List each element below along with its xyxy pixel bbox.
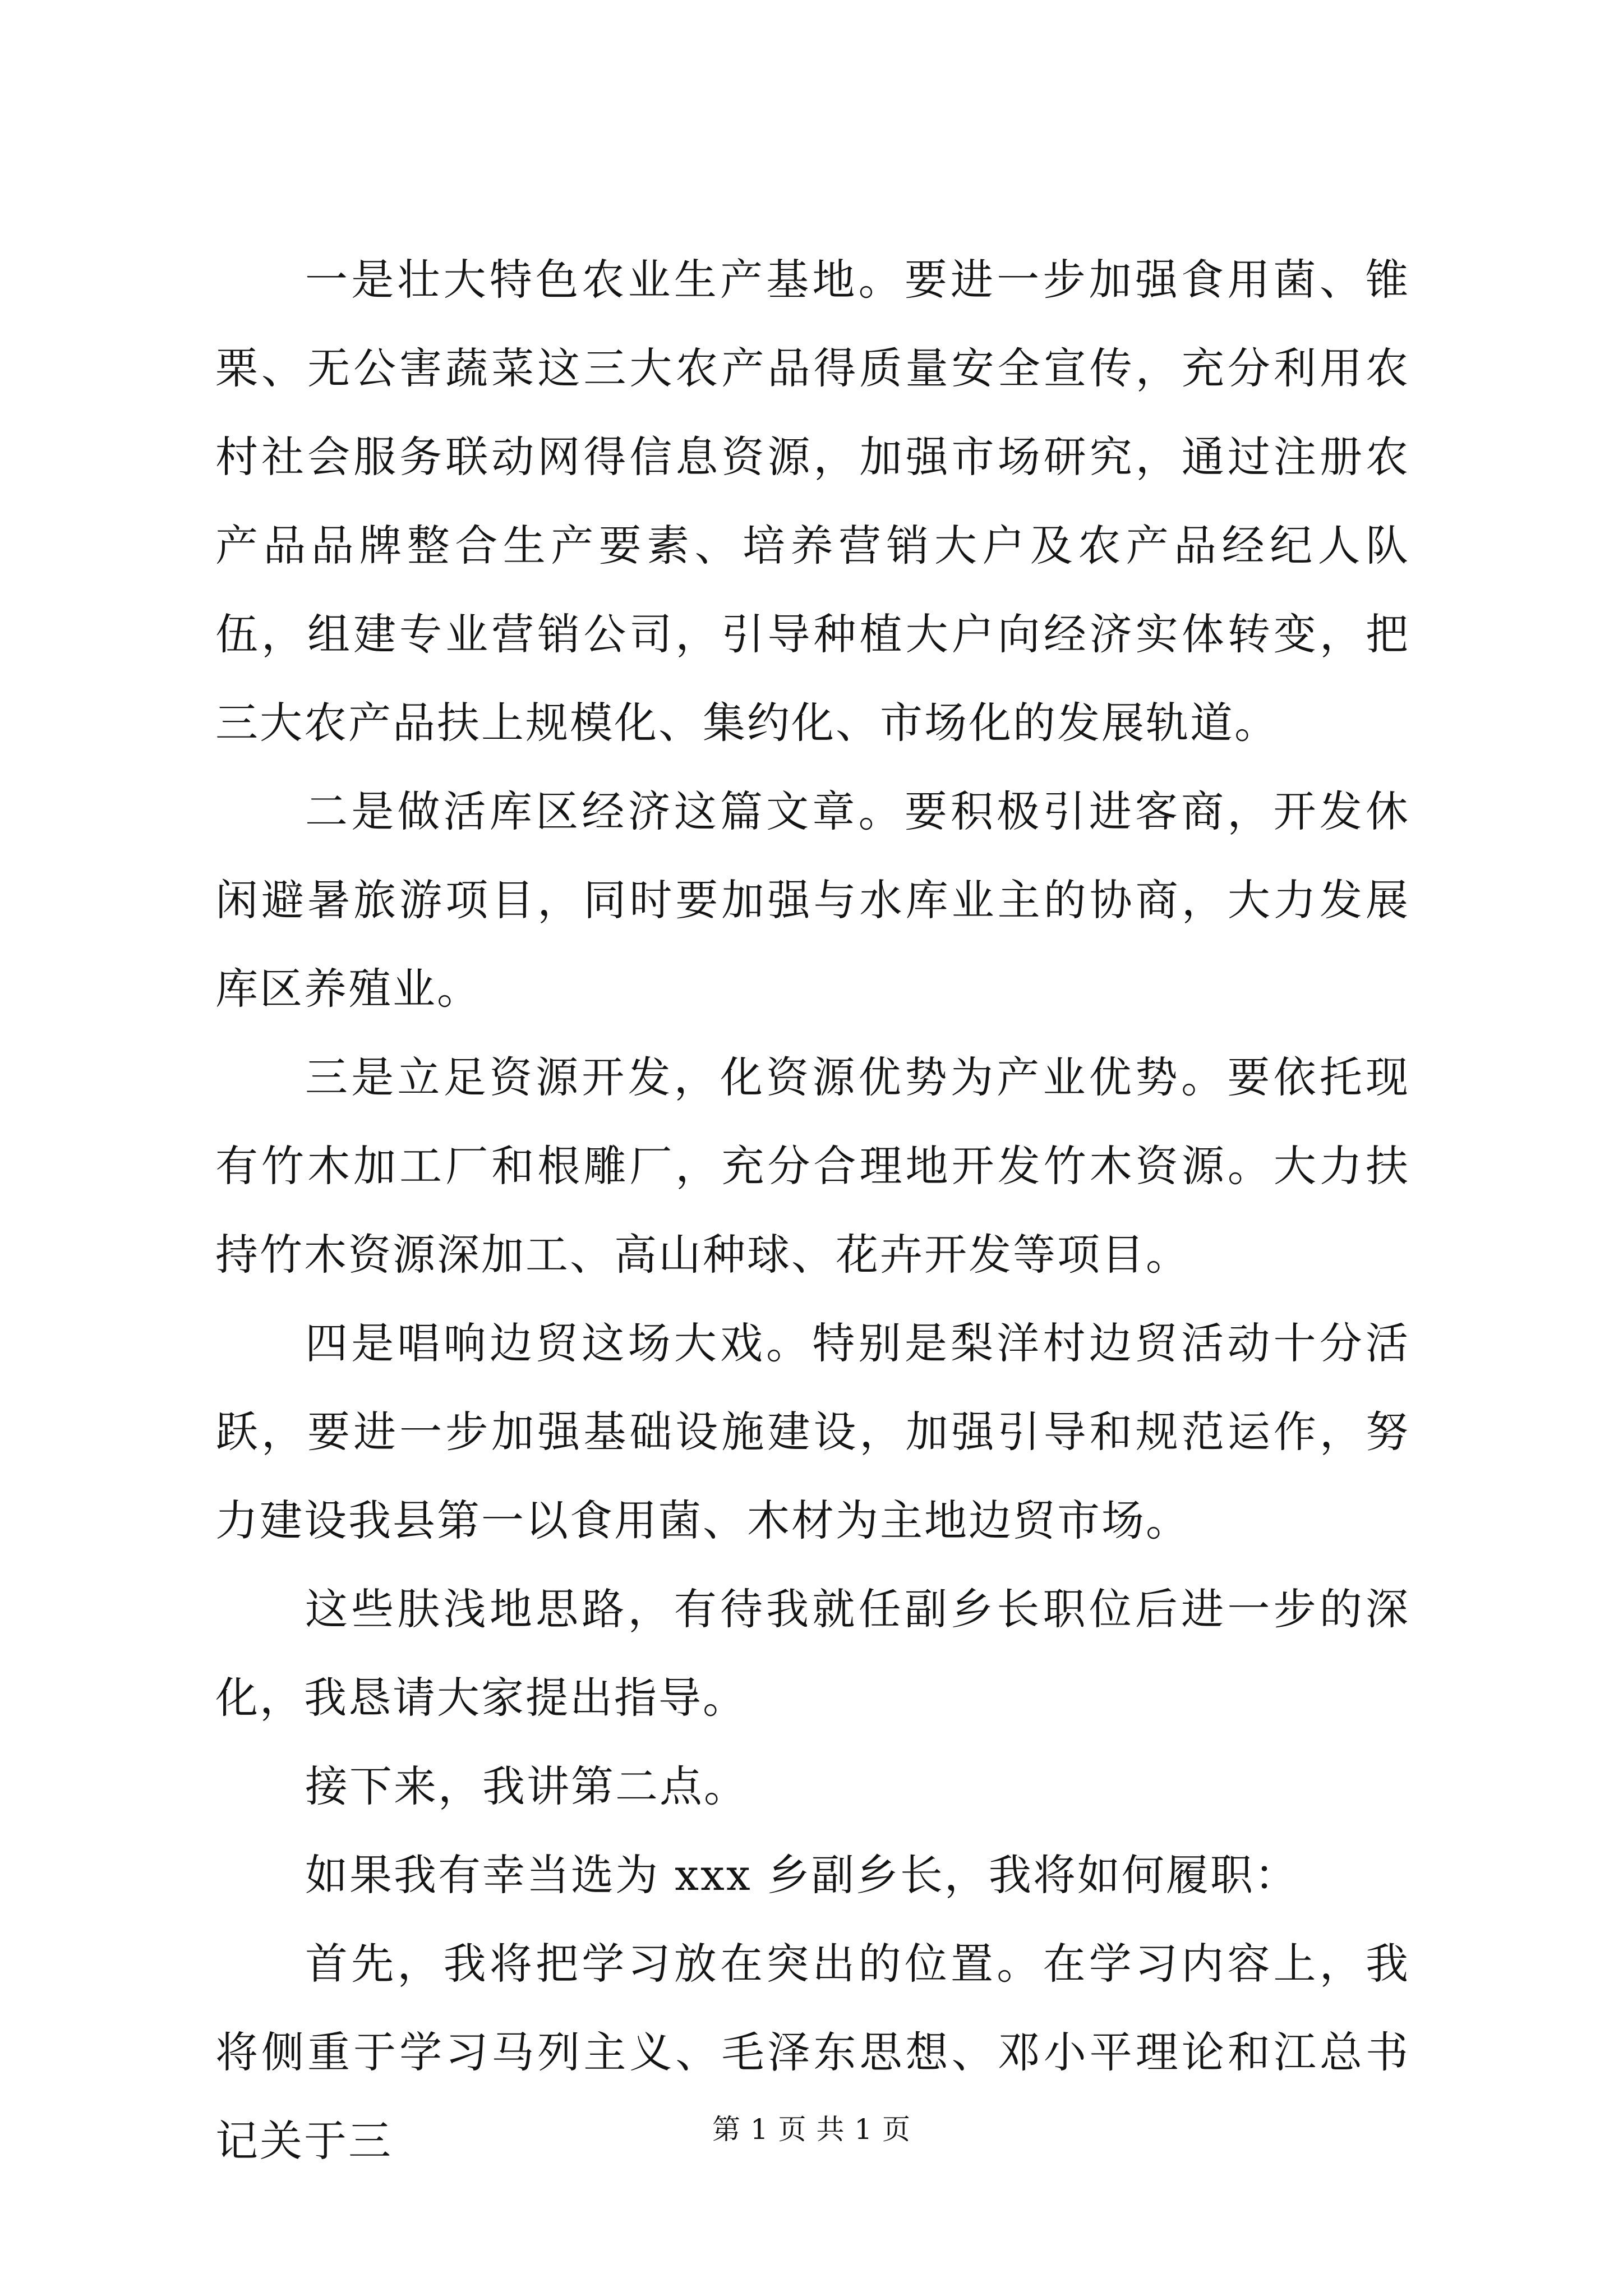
paragraph-7: 如果我有幸当选为 xxx 乡副乡长，我将如何履职： (305, 1850, 1299, 1900)
page-footer: 第 1 页 共 1 页 (712, 2113, 911, 2146)
paragraph-1: 一是壮大特色农业生产基地。要进一步加强食用菌、锥栗、无公害蔬菜这三大农产品得质量安全宣传，充分利用农村社会服务联动网得信息资源，加强市场研究，通过注册农产品品牌整合生产要素、培养营销大户及农产品经纪人队伍，组建专业营销公司，引导种植大户向经济实体转变，把三大农产品扶上规模化、集约化、市场化的发展轨道。 (215, 255, 1410, 748)
paragraph-4: 四是唱响边贸这场大戏。特别是梨洋村边贸活动十分活跃，要进一步加强基础设施建设，加强引导和规范运作，努力建设我县第一以食用菌、木材为主地边贸市场。 (215, 1318, 1410, 1545)
paragraph-8: 首先，我将把学习放在突出的位置。在学习内容上，我将侧重于学习马列主义、毛泽东思想、邓小平理论和江总书记关于三 (215, 1939, 1410, 2166)
paragraph-6: 接下来，我讲第二点。 (305, 1761, 748, 1811)
paragraph-3: 三是立足资源开发，化资源优势为产业优势。要依托现有竹木加工厂和根雕厂，充分合理地开发竹木资源。大力扶持竹木资源深加工、高山种球、花卉开发等项目。 (215, 1052, 1410, 1280)
paragraph-5: 这些肤浅地思路，有待我就任副乡长职位后进一步的深化，我恳请大家提出指导。 (215, 1584, 1410, 1723)
document-body (215, 236, 1410, 2185)
paragraph-2: 二是做活库区经济这篇文章。要积极引进客商，开发休闲避暑旅游项目，同时要加强与水库业主的协商，大力发展库区养殖业。 (215, 786, 1410, 1014)
